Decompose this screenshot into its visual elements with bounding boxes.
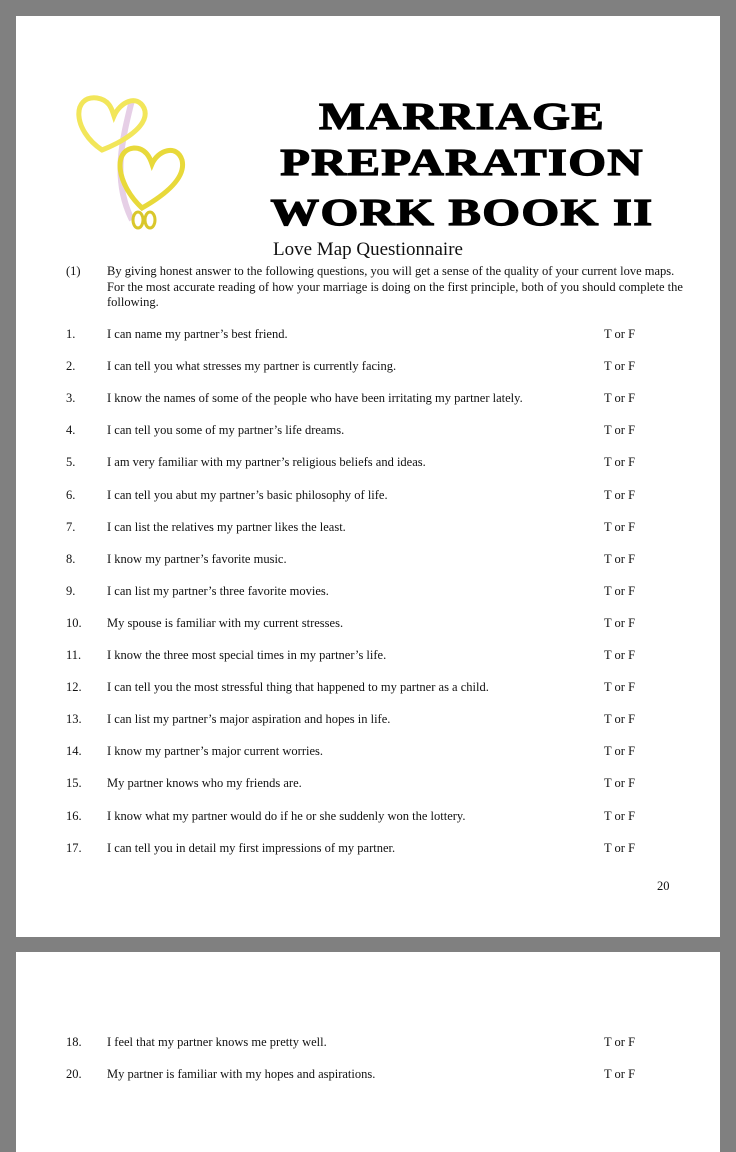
question-number: 8.: [66, 551, 76, 566]
question-text: I can name my partner’s best friend.: [107, 327, 288, 341]
subtitle: Love Map Questionnaire: [273, 239, 463, 260]
question-text: I know my partner’s major current worries.: [107, 744, 324, 759]
document-page-2: [16, 952, 720, 1152]
answer-choice: T or F: [604, 776, 636, 791]
question-row: [16, 648, 720, 666]
question-number: 14.: [66, 744, 82, 759]
question-number: 3.: [66, 391, 76, 406]
question-number: 11.: [66, 648, 82, 662]
answer-choice: T or F: [604, 744, 636, 759]
question-text: I know the names of some of the people who have been irritating my partner lately.: [107, 391, 523, 406]
question-number: 4.: [66, 423, 76, 438]
question-row: [16, 712, 720, 730]
question-number: 16.: [66, 808, 82, 823]
question-row: [16, 552, 720, 570]
document-page-1: [16, 16, 720, 937]
question-number: 12.: [66, 680, 82, 695]
question-row: [16, 327, 720, 345]
answer-choice: T or F: [604, 519, 636, 534]
answer-choice: T or F: [604, 359, 636, 374]
title-line-3: WORK BOOK II: [270, 192, 654, 234]
question-number: 7.: [66, 519, 76, 534]
question-row: [16, 1035, 720, 1053]
question-text: I know my partner’s favorite music.: [107, 551, 287, 566]
answer-choice: T or F: [604, 712, 636, 727]
question-number: 9.: [66, 583, 76, 598]
question-text: My partner knows who my friends are.: [107, 776, 302, 791]
question-row: [16, 584, 720, 602]
question-number: 2.: [66, 359, 76, 374]
answer-choice: T or F: [604, 680, 636, 695]
question-number: 15.: [66, 776, 82, 791]
question-number: 18.: [66, 1035, 82, 1049]
question-text: I can tell you abut my partner’s basic philosophy of life.: [107, 487, 388, 502]
question-text: I can tell you the most stressful thing that happened to my partner as a child.: [107, 680, 489, 695]
answer-choice: T or F: [604, 583, 636, 598]
question-text: I can list the relatives my partner likes the least.: [107, 519, 346, 534]
question-row: [16, 616, 720, 634]
answer-choice: T or F: [604, 808, 636, 823]
question-row: [16, 776, 720, 794]
question-number: 20.: [66, 1067, 82, 1081]
question-text: I can tell you in detail my first impressions of my partner.: [107, 840, 396, 855]
question-number: 17.: [66, 840, 82, 855]
question-text: My partner is familiar with my hopes and aspirations.: [107, 1067, 376, 1081]
answer-choice: T or F: [604, 487, 636, 502]
answer-choice: T or F: [604, 1035, 636, 1049]
question-row: [16, 680, 720, 698]
question-row: [16, 391, 720, 409]
title-line-1: MARRIAGE: [319, 96, 605, 138]
question-text: I can tell you what stresses my partner is currently facing.: [107, 359, 397, 374]
question-number: 13.: [66, 712, 82, 727]
question-row: [16, 423, 720, 441]
question-row: [16, 359, 720, 377]
question-text: I can tell you some of my partner’s life dreams.: [107, 423, 345, 438]
question-text: I can list my partner’s major aspiration and hopes in life.: [107, 712, 391, 727]
answer-choice: T or F: [604, 1067, 636, 1081]
question-row: [16, 841, 720, 859]
answer-choice: T or F: [604, 423, 636, 438]
question-text: I feel that my partner knows me pretty well.: [107, 1035, 327, 1049]
question-number: 5.: [66, 455, 76, 470]
question-text: My spouse is familiar with my current stresses.: [107, 615, 344, 630]
question-row: [16, 744, 720, 762]
answer-choice: T or F: [604, 648, 636, 662]
question-row: [16, 1067, 720, 1085]
question-row: [16, 520, 720, 538]
title-line-2: PREPARATION: [280, 142, 644, 184]
page-number: 20: [657, 879, 670, 893]
answer-choice: T or F: [604, 551, 636, 566]
answer-choice: T or F: [604, 840, 636, 855]
question-text: I know what my partner would do if he or she suddenly won the lottery.: [107, 808, 466, 823]
question-text: I am very familiar with my partner’s religious beliefs and ideas.: [107, 455, 426, 470]
question-row: [16, 488, 720, 506]
answer-choice: T or F: [604, 615, 636, 630]
question-row: [16, 455, 720, 473]
question-number: 6.: [66, 487, 76, 502]
answer-choice: T or F: [604, 327, 636, 341]
answer-choice: T or F: [604, 391, 636, 406]
answer-choice: T or F: [604, 455, 636, 470]
question-number: 10.: [66, 615, 82, 630]
question-number: 1.: [66, 327, 76, 341]
question-row: [16, 809, 720, 827]
question-text: I can list my partner’s three favorite movies.: [107, 583, 329, 598]
intro-number: (1): [66, 264, 81, 278]
intro-text: By giving honest answer to the following questions, you will get a sense of the quality of your current love maps. For the most accurate reading of how your marriage is doing on the first principle, both of you should complete the following.: [107, 264, 683, 309]
question-text: I know the three most special times in my partner’s life.: [107, 648, 387, 662]
